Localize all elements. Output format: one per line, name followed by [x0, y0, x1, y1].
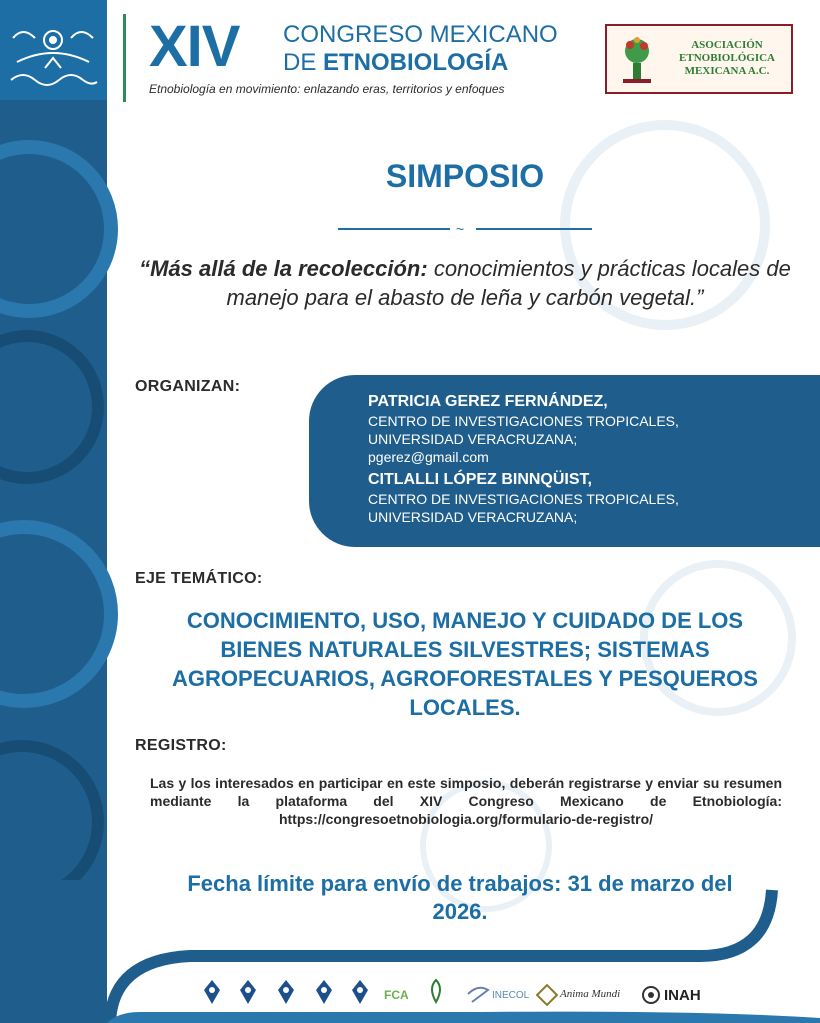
inecol-logo: INECOL	[492, 990, 530, 1001]
association-name-line1: ASOCIACIÓN	[691, 39, 763, 51]
university-logo-icon	[274, 978, 298, 1008]
inah-emblem-icon	[640, 984, 662, 1006]
fca-logo: FCA	[384, 988, 409, 1002]
sponsor-logos	[196, 978, 736, 1018]
organizer-name: PATRICIA GEREZ FERNÁNDEZ,	[368, 393, 608, 410]
organizer-affiliation: UNIVERSIDAD VERACRUZANA;	[368, 509, 578, 525]
left-decorative-band	[0, 0, 107, 1023]
organizer-entry	[368, 392, 788, 466]
page-title: SIMPOSIO	[385, 158, 545, 194]
organizer-email: pgerez@gmail.com	[368, 449, 489, 465]
eje-label: EJE TEMÁTICO:	[135, 570, 263, 587]
congress-title-line2: DE ETNOBIOLOGÍA	[283, 49, 509, 76]
symposium-title-quote: “Más allá de la recolección: conocimientos y prácticas locales de manejo para el abasto de leña y carbón vegetal.”	[139, 256, 791, 310]
congress-tagline: Etnobiología en movimiento: enlazando eras, territorios y enfoques	[149, 82, 505, 96]
title-divider-left	[338, 228, 450, 230]
university-logo-icon	[236, 978, 260, 1008]
organizer-name: CITLALLI LÓPEZ BINNQÜIST,	[368, 471, 592, 488]
organizer-affiliation: UNIVERSIDAD VERACRUZANA;	[368, 431, 578, 447]
organizers-label: ORGANIZAN:	[135, 378, 241, 395]
organizer-affiliation: CENTRO DE INVESTIGACIONES TROPICALES,	[368, 413, 679, 429]
band-arc-ornament	[0, 520, 118, 708]
congress-emblem-icon	[5, 18, 102, 96]
inah-logo: INAH	[664, 987, 701, 1004]
organizer-affiliation: CENTRO DE INVESTIGACIONES TROPICALES,	[368, 491, 679, 507]
hummingbird-icon	[466, 982, 490, 1004]
university-logo-icon	[348, 978, 372, 1008]
header-accent-bar	[123, 14, 126, 102]
eje-text: CONOCIMIENTO, USO, MANEJO Y CUIDADO DE LOS BIENES NATURALES SILVESTRES; SISTEMAS AGROPECUARIOS, AGROFORESTALES Y PESQUEROS LOCALES.	[172, 608, 758, 720]
registro-text: Las y los interesados en participar en este simposio, deberán registrarse y enviar su resumen mediante la plataforma del XIV Congreso Mexicano de Etnobiología: https://congresoetnobiologia.org/formulario-de-registro/	[150, 775, 782, 827]
congress-numeral: XIV	[149, 14, 240, 79]
organizer-entry	[368, 470, 788, 526]
registro-label: REGISTRO:	[135, 737, 227, 754]
deadline-text: Fecha límite para envío de trabajos: 31 de marzo del 2026.	[187, 871, 733, 924]
organizers-list	[368, 392, 788, 526]
association-name-line3: MEXICANA A.C.	[684, 65, 770, 77]
university-logo-icon	[200, 978, 224, 1008]
university-logo-icon	[312, 978, 336, 1008]
band-arc-ornament	[0, 140, 118, 318]
band-arc-ornament	[0, 330, 104, 484]
association-logo	[605, 24, 793, 94]
anima-mundi-emblem-icon	[536, 984, 558, 1006]
title-divider-right	[476, 228, 592, 230]
association-emblem-icon	[619, 33, 655, 85]
anima-mundi-logo: Anima Mundi	[560, 988, 621, 1000]
congress-header	[123, 12, 593, 104]
divider-ornament-icon: ~	[456, 221, 465, 237]
congress-title-line1: CONGRESO MEXICANO	[283, 21, 558, 48]
tropical-research-logo-icon	[426, 978, 446, 1004]
association-name-line2: ETNOBIOLÓGICA	[679, 52, 775, 64]
